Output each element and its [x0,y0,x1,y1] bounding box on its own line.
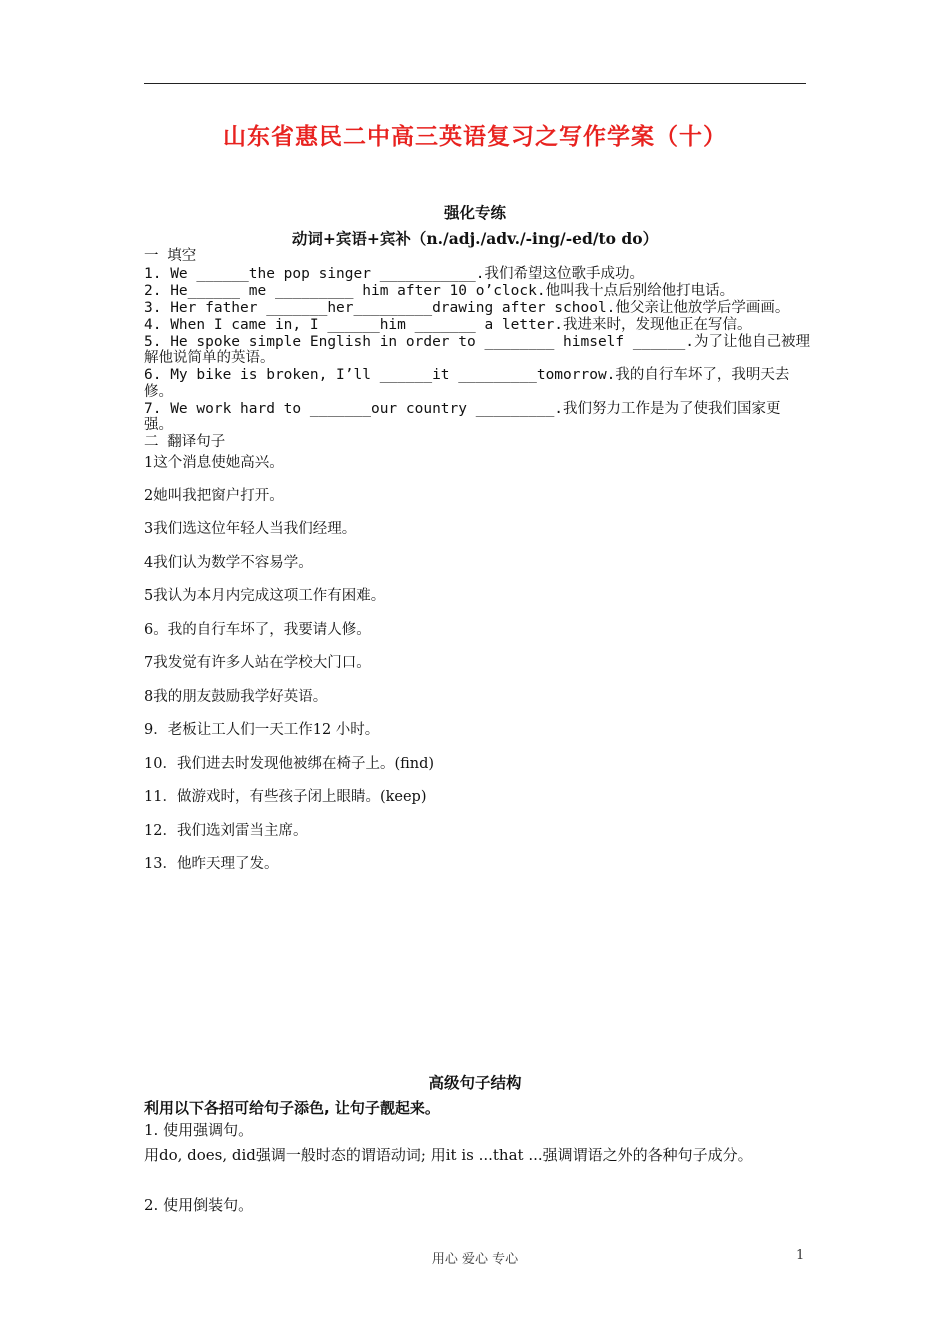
translate-item: 4我们认为数学不容易学。 [144,555,313,571]
translate-item: 12．我们选刘雷当主席。 [144,823,308,839]
header-rule [144,83,806,84]
fill-blank-label: 一 填空 [144,248,197,264]
fill-blank-line: 解他说简单的英语。 [144,350,275,366]
point-1-description: 用do, does, did强调一般时态的谓语动词; 用it is ...that ...强调谓语之外的各种句子成分。 [144,1146,753,1164]
translate-label: 二 翻译句子 [144,434,226,450]
point-1: 1. 使用强调句。 [144,1121,254,1139]
fill-blank-line: 1. We ______the pop singer ___________.我们希望这位歌手成功。 [144,266,644,282]
translate-item: 9．老板让工人们一天工作12 小时。 [144,722,380,738]
translate-item: 11．做游戏时，有些孩子闭上眼睛。(keep) [144,789,427,805]
fill-blank-line: 强。 [144,417,173,433]
fill-blank-line: 3. Her father _______her_________drawing after school.他父亲让他放学后学画画。 [144,300,790,316]
fill-blank-line: 5. He spoke simple English in order to ________ himself ______.为了让他自己被理 [144,334,810,350]
fill-blank-line: 6. My bike is broken, I’ll ______it _________tomorrow.我的自行车坏了，我明天去 [144,367,790,383]
translate-item: 5我认为本月内完成这项工作有困难。 [144,588,386,604]
fill-blank-line: 修。 [144,384,173,400]
translate-item: 3我们选这位年轻人当我们经理。 [144,521,357,537]
point-2: 2. 使用倒装句。 [144,1196,254,1214]
translate-item: 6。我的自行车坏了，我要请人修。 [144,622,371,638]
section2-intro: 利用以下各招可给句子添色, 让句子靓起来。 [144,1099,440,1117]
footer-text: 用心 爱心 专心 [431,1252,519,1267]
translate-item: 1这个消息使她高兴。 [144,455,284,471]
translate-item: 8我的朋友鼓励我学好英语。 [144,689,328,705]
translate-item: 2她叫我把窗户打开。 [144,488,284,504]
fill-blank-line: 4. When I came in, I ______him _______ a letter.我进来时，发现他正在写信。 [144,317,752,333]
section2-heading: 高级句子结构 [428,1073,522,1092]
section-subheading: 动词+宾语+宾补（n./adj./adv./-ing/-ed/to do） [291,229,659,248]
document-title: 山东省惠民二中高三英语复习之写作学案（十） [223,123,727,150]
section-heading: 强化专练 [443,203,506,222]
fill-blank-line: 2. He______ me _________ him after 10 o’clock.他叫我十点后别给他打电话。 [144,283,735,299]
fill-blank-line: 7. We work hard to _______our country _________.我们努力工作是为了使我们国家更 [144,401,781,417]
translate-item: 10．我们进去时发现他被绑在椅子上。(find) [144,756,435,772]
page-number: 1 [796,1248,805,1263]
translate-item: 7我发觉有许多人站在学校大门口。 [144,655,371,671]
translate-item: 13．他昨天理了发。 [144,856,279,872]
